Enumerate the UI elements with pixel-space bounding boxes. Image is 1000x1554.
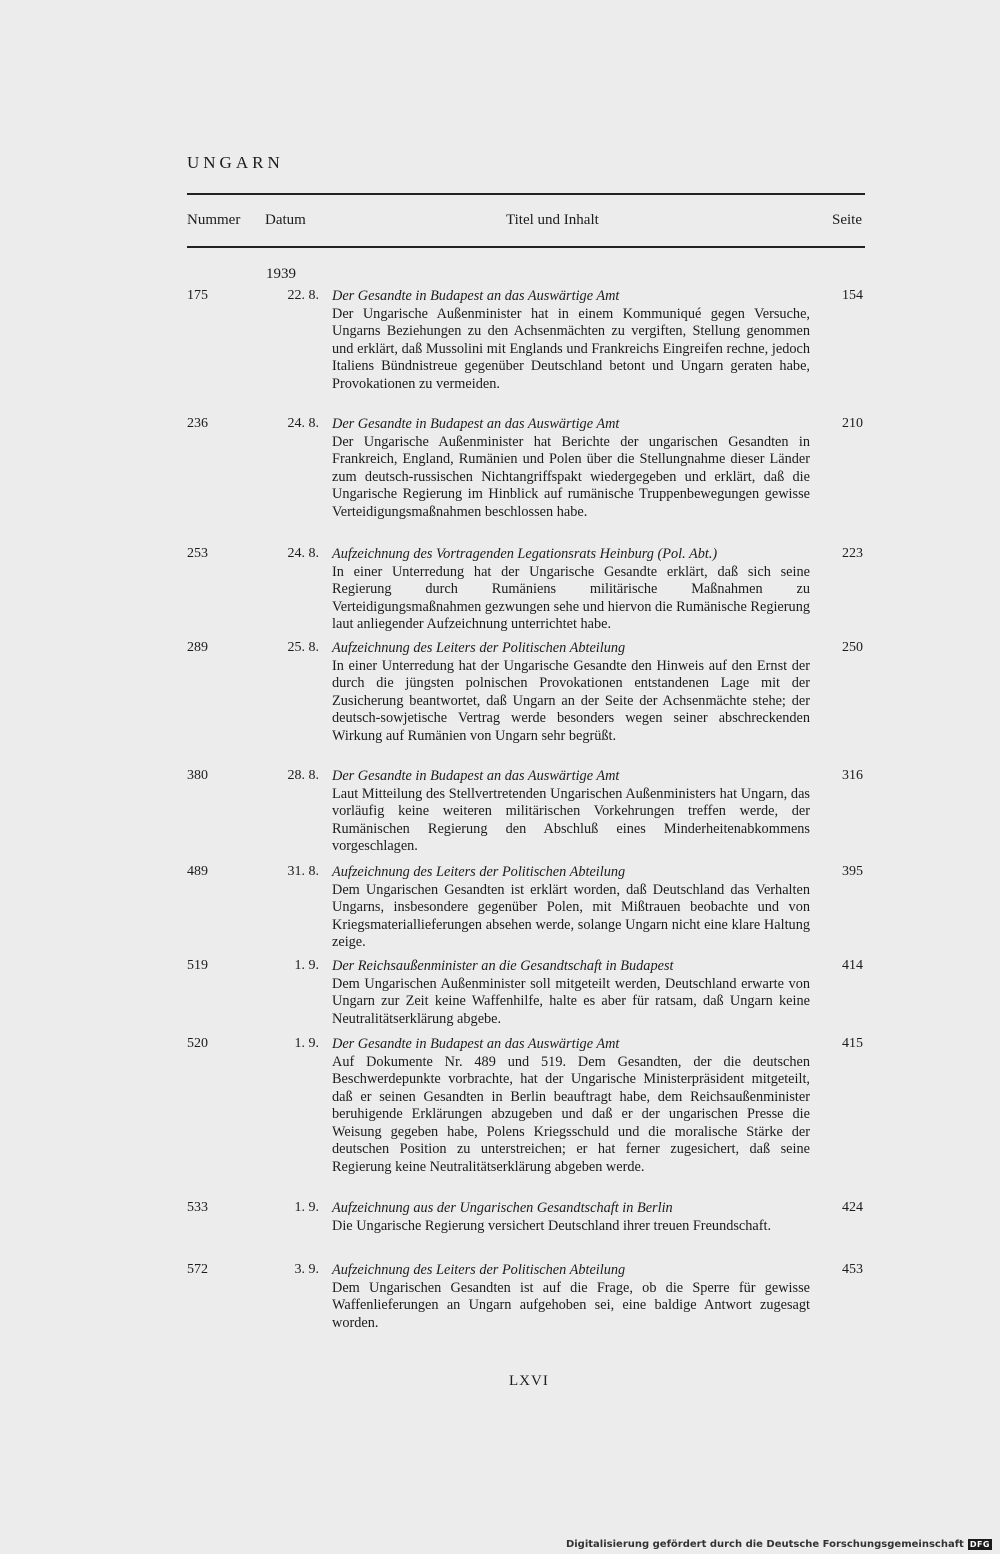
document-title: Aufzeichnung des Leiters der Politischen Abteilung [332, 640, 626, 656]
table-row [187, 416, 877, 521]
page-folio: LXVI [509, 1373, 549, 1389]
document-date: 1. 9. [294, 958, 319, 973]
document-date: 1. 9. [294, 1036, 319, 1051]
column-header-title: Titel und Inhalt [506, 212, 599, 228]
credit-text: Digitalisierung gefördert durch die Deutsche Forschungsgemeinschaft [565, 1539, 964, 1550]
table-row [187, 1262, 877, 1332]
document-summary: Laut Mitteilung des Stellvertretenden Ungarischen Außenministers hat Ungarn, das vorläufig keine weiteren militärischen Vorkehrungen treffen werde, der Rumänischen Regierung den Abschluß eines Minderheitenabkommens vorgeschlagen. [332, 785, 810, 854]
table-row [187, 864, 877, 952]
table-row [187, 1036, 877, 1176]
document-number: 236 [187, 416, 208, 431]
header-rule-top [187, 193, 865, 195]
funding-credit [566, 1539, 992, 1550]
document-date: 22. 8. [287, 288, 319, 303]
page-reference: 223 [842, 546, 863, 561]
document-summary: In einer Unterredung hat der Ungarische Gesandte den Hinweis auf den Ernst der durch die jüngsten polnischen Provokationen entstandenen Lage mit der Zusicherung beantwortet, daß Ungarn an der Seite der Achsenmächte stehe; der deutsch-sowjetische Vertrag werde besonders wegen seiner abschreckenden Wirkung auf Rumänien von Ungarn sehr begrüßt. [332, 657, 810, 744]
page-reference: 424 [842, 1200, 863, 1215]
column-header-number: Nummer [187, 212, 241, 228]
document-summary: In einer Unterredung hat der Ungarische Gesandte erklärt, daß sich seine Regierung durch Rumäniens militärische Maßnahmen zu Verteidigungsmaßnahmen gezwungen sehe und hiervon die Rumänische Regierung laut anliegender Aufzeichnung unterrichtet habe. [332, 563, 810, 632]
document-title: Der Gesandte in Budapest an das Auswärtige Amt [332, 768, 620, 784]
document-number: 380 [187, 768, 208, 783]
table-row [187, 1200, 877, 1235]
table-row [187, 546, 877, 634]
document-title: Der Reichsaußenminister an die Gesandtschaft in Budapest [332, 958, 674, 974]
document-number: 175 [187, 288, 208, 303]
header-rule-bottom [187, 246, 865, 248]
document-date: 1. 9. [294, 1200, 319, 1215]
document-date: 31. 8. [287, 864, 319, 879]
document-title: Aufzeichnung des Leiters der Politischen Abteilung [332, 864, 626, 880]
document-number: 520 [187, 1036, 208, 1051]
document-date: 25. 8. [287, 640, 319, 655]
document-summary: Der Ungarische Außenminister hat Berichte der ungarischen Gesandten in Frankreich, England, Rumänien und Polen über die Stellungnahme dieser Länder zum deutsch-russischen Nichtangriffspakt wiedergegeben und erklärt, daß die Ungarische Regierung im Hinblick auf rumänische Truppenbewegungen gewisse Verteidigungsmaßnahmen beschlossen habe. [332, 433, 810, 520]
dfg-logo-icon: DFG [969, 1540, 990, 1549]
page-reference: 316 [842, 768, 863, 783]
document-summary: Dem Ungarischen Außenminister soll mitgeteilt werden, Deutschland erwarte von Ungarn zur Zeit keine Waffenhilfe, halte es aber für ratsam, daß Ungarn keine Neutralitätserklärung abgebe. [332, 975, 810, 1027]
page-reference: 453 [842, 1262, 863, 1277]
document-number: 533 [187, 1200, 208, 1215]
document-number: 289 [187, 640, 208, 655]
year-heading: 1939 [266, 266, 296, 282]
section-title: UNGARN [187, 153, 284, 172]
document-summary: Auf Dokumente Nr. 489 und 519. Dem Gesandten, der die deutschen Beschwerdepunkte vorbrachte, hat der Ungarische Ministerpräsident mitgeteilt, daß er seinen Gesandten in Berlin beauftragt habe, dem Reichsaußenminister beruhigende Erklärungen abzugeben und daß er der ungarischen Presse die Weisung gegeben habe, Polens Kriegsschuld und die moralische Stärke der deutschen Position zu unterstreichen; er hat ferner zugesichert, daß seine Regierung keine Neutralitätserklärung abgeben werde. [332, 1053, 810, 1175]
document-summary: Der Ungarische Außenminister hat in einem Kommuniqué gegen Versuche, Ungarns Beziehungen zu den Achsenmächten zu vergiften, Stellung genommen und erklärt, daß Mussolini mit Englands und Frankreichs Eingreifen rechne, jedoch Italiens Bündnistreue gegenüber Deutschland betont und Ungarn geraten habe, Provokationen zu vermeiden. [332, 305, 810, 392]
column-header-date: Datum [265, 212, 306, 228]
page-reference: 210 [842, 416, 863, 431]
document-title: Der Gesandte in Budapest an das Auswärtige Amt [332, 288, 620, 304]
document-number: 572 [187, 1262, 208, 1277]
document-title: Der Gesandte in Budapest an das Auswärtige Amt [332, 1036, 620, 1052]
document-date: 28. 8. [287, 768, 319, 783]
document-title: Aufzeichnung des Vortragenden Legationsrats Heinburg (Pol. Abt.) [332, 546, 718, 562]
document-date: 24. 8. [287, 546, 319, 561]
table-row [187, 288, 877, 393]
page-reference: 414 [842, 958, 863, 973]
page-reference: 395 [842, 864, 863, 879]
column-header-page: Seite [832, 212, 862, 228]
document-summary: Die Ungarische Regierung versichert Deutschland ihrer treuen Freundschaft. [332, 1217, 772, 1234]
document-title: Aufzeichnung aus der Ungarischen Gesandtschaft in Berlin [332, 1200, 673, 1216]
document-number: 519 [187, 958, 208, 973]
table-row [187, 640, 877, 745]
document-summary: Dem Ungarischen Gesandten ist erklärt worden, daß Deutschland das Verhalten Ungarns, insbesondere gegenüber Polen, mit Mißtrauen beobachte und von Kriegsmateriallieferungen absehen werde, solange Ungarn nicht eine klare Haltung zeige. [332, 881, 810, 950]
document-title: Aufzeichnung des Leiters der Politischen Abteilung [332, 1262, 626, 1278]
page-reference: 154 [842, 288, 863, 303]
table-row [187, 768, 877, 856]
document-number: 489 [187, 864, 208, 879]
table-row [187, 958, 877, 1028]
document-date: 24. 8. [287, 416, 319, 431]
document-title: Der Gesandte in Budapest an das Auswärtige Amt [332, 416, 620, 432]
page-reference: 250 [842, 640, 863, 655]
page-reference: 415 [842, 1036, 863, 1051]
document-summary: Dem Ungarischen Gesandten ist auf die Frage, ob die Sperre für gewisse Waffenlieferungen an Ungarn aufgehoben sei, eine baldige Antwort zugesagt worden. [332, 1279, 810, 1331]
document-date: 3. 9. [294, 1262, 319, 1277]
document-number: 253 [187, 546, 208, 561]
